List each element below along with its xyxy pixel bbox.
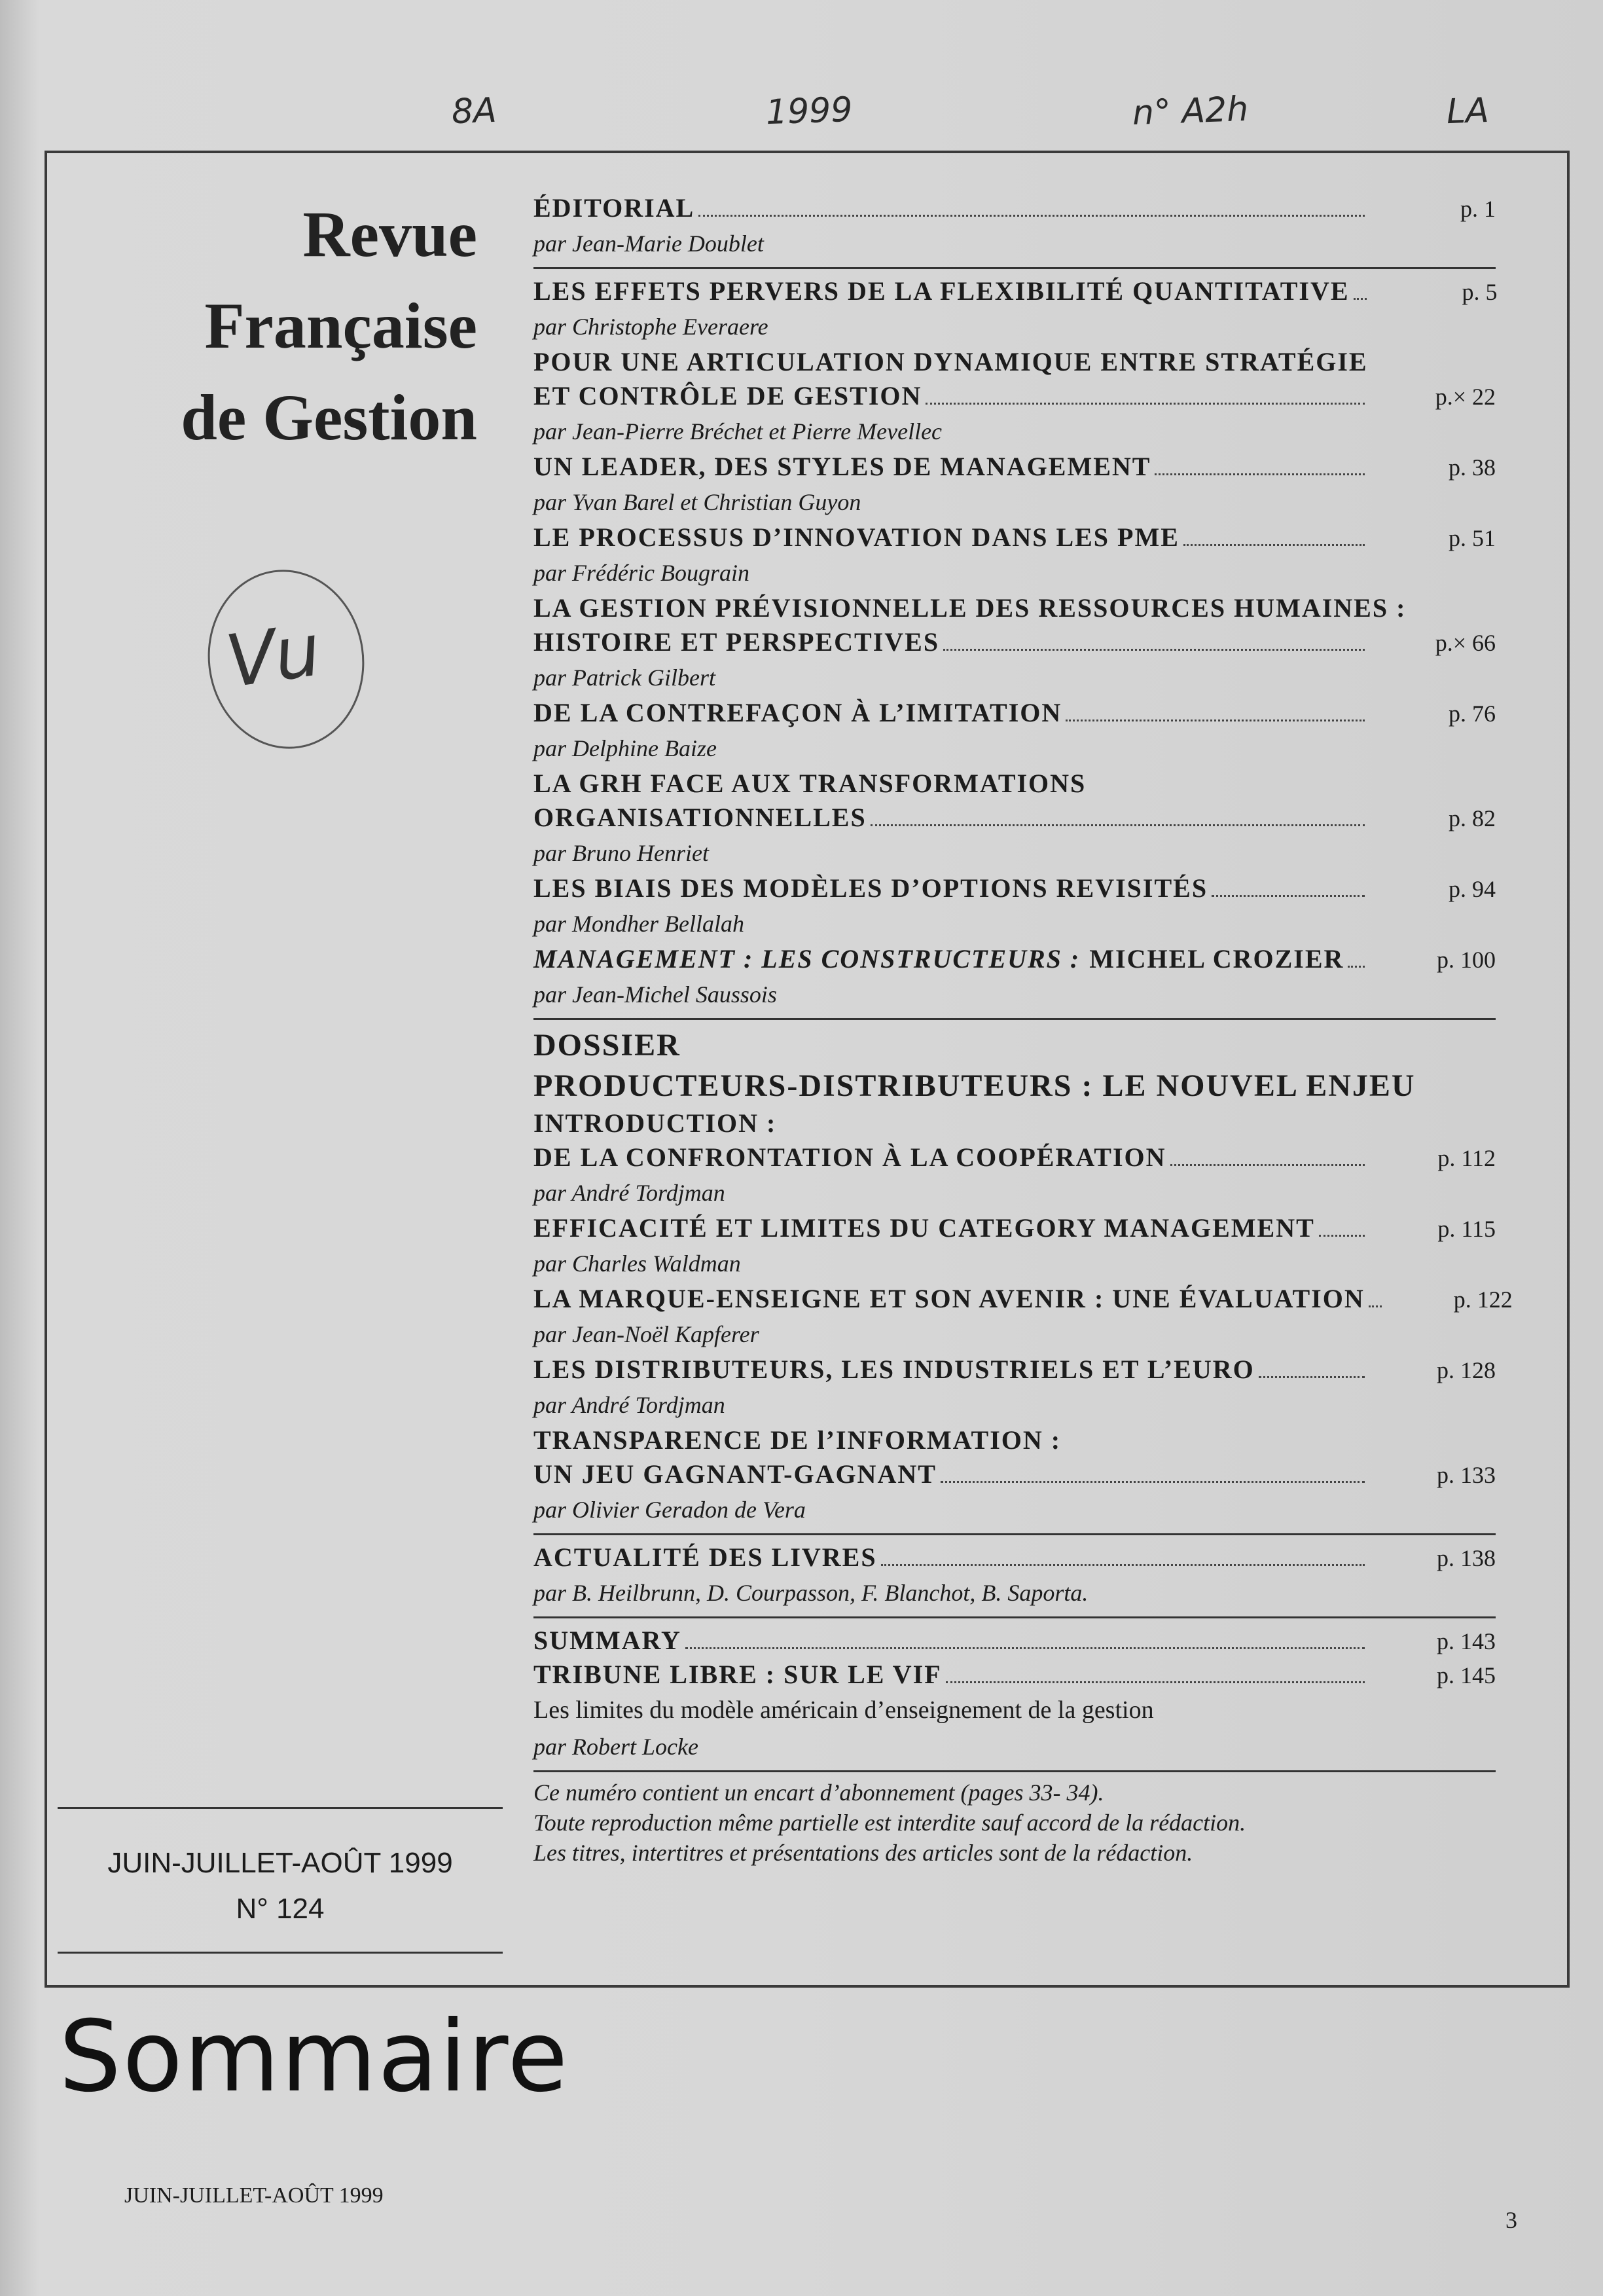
section-rule: [533, 267, 1496, 269]
toc-group: [533, 274, 1496, 1013]
dot-leader: [1155, 473, 1365, 475]
page-ref: p. 112: [1437, 1145, 1496, 1171]
entry-author: par Frédéric Bougrain: [533, 560, 749, 586]
toc-entry: [533, 1282, 1513, 1353]
issue-rule-top: [58, 1807, 503, 1809]
footer-date: JUIN-JUILLET-AOÛT 1999: [124, 2183, 384, 2208]
note-line: Toute reproduction même partielle est interdite sauf accord de la rédaction.: [533, 1810, 1246, 1836]
entry-title: HISTOIRE ET PERSPECTIVES: [533, 627, 940, 657]
entry-title: LA MARQUE-ENSEIGNE ET SON AVENIR : UNE ÉVALUATION: [533, 1284, 1365, 1313]
handwritten-note: LA: [1445, 90, 1490, 132]
entry-title-row: [533, 1658, 1496, 1692]
entry-author: par Yvan Barel et Christian Guyon: [533, 489, 861, 515]
entry-title: ACTUALITÉ DES LIVRES: [533, 1542, 877, 1572]
publication-notes: [533, 1777, 1496, 1868]
dot-leader: [946, 1681, 1365, 1683]
entry-title-row: [533, 625, 1496, 659]
section-rule: [533, 1616, 1496, 1618]
entry-title: DE LA CONTREFAÇON À L’IMITATION: [533, 698, 1062, 727]
dot-leader: [1066, 720, 1365, 721]
dot-leader: [1259, 1376, 1365, 1378]
entry-title-row: [533, 1457, 1496, 1491]
page-ref: p. 143: [1437, 1628, 1496, 1654]
entry-author: par Christophe Everaere: [533, 314, 768, 340]
toc-entry: [533, 450, 1496, 520]
toc-entry: [533, 591, 1496, 696]
sommaire-heading: Sommaire: [59, 2000, 569, 2114]
entry-author: par Olivier Geradon de Vera: [533, 1497, 806, 1523]
section-rule: [533, 1018, 1496, 1020]
section-rule: [533, 1770, 1496, 1772]
page-ref: p. 138: [1437, 1545, 1496, 1571]
page-ref: p. 94: [1449, 876, 1496, 902]
entry-title-row: [533, 696, 1496, 730]
entry-author: par André Tordjman: [533, 1180, 725, 1206]
entry-title-row: [533, 801, 1496, 835]
handwritten-note: 8A: [450, 90, 497, 132]
dot-leader: [1183, 544, 1365, 546]
dot-leader: [685, 1647, 1365, 1649]
dot-leader: [1170, 1164, 1365, 1166]
page-ref: p. 5: [1462, 279, 1498, 305]
toc-entry: [533, 942, 1496, 1013]
note-line: Ce numéro contient un encart d’abonnement (pages 33- 34).: [533, 1779, 1104, 1806]
dot-leader: [881, 1564, 1365, 1566]
toc-entry: [533, 1540, 1496, 1611]
entry-title: LES EFFETS PERVERS DE LA FLEXIBILITÉ QUANTITATIVE: [533, 276, 1350, 306]
page-ref: p. 100: [1437, 947, 1496, 973]
page-number: 3: [1505, 2207, 1517, 2233]
entry-title-row: [533, 1540, 1496, 1575]
dot-leader: [1319, 1235, 1365, 1237]
circle-mark-text: Vu: [221, 608, 326, 704]
toc-entry: [533, 1658, 1496, 1765]
issue-date: JUIN-JUILLET-AOÛT 1999: [107, 1847, 453, 1879]
entry-title: TRIBUNE LIBRE : SUR LE VIF: [533, 1660, 942, 1689]
entry-title: DE LA CONFRONTATION À LA COOPÉRATION: [533, 1142, 1166, 1172]
note-line: Les titres, intertitres et présentations des articles sont de la rédaction.: [533, 1840, 1193, 1866]
entry-author: par B. Heilbrunn, D. Courpasson, F. Blanchot, B. Saporta.: [533, 1580, 1089, 1606]
page-ref: p.× 66: [1435, 630, 1496, 656]
entry-title-row: [533, 1353, 1496, 1387]
table-of-contents: [533, 191, 1513, 1868]
dossier-label: DOSSIER: [533, 1028, 681, 1063]
toc-entry: [533, 871, 1496, 942]
page-ref: p. 38: [1449, 454, 1496, 481]
entry-title-line: LA GRH FACE AUX TRANSFORMATIONS: [533, 769, 1087, 798]
masthead-line: Revue: [302, 198, 477, 270]
dot-leader: [1212, 895, 1365, 897]
entry-title: MICHEL CROZIER: [1089, 944, 1344, 974]
page-ref: p. 115: [1437, 1216, 1496, 1242]
page-ref: p. 76: [1449, 701, 1496, 727]
entry-title-row: [533, 450, 1496, 484]
section-rule: [533, 1533, 1496, 1535]
entry-title: EFFICACITÉ ET LIMITES DU CATEGORY MANAGEMENT: [533, 1213, 1315, 1243]
dot-leader: [943, 649, 1365, 651]
toc-group: [533, 1540, 1496, 1611]
entry-title-row: [533, 520, 1496, 555]
entry-author: par Robert Locke: [533, 1734, 698, 1760]
page-ref: p. 1: [1460, 196, 1496, 222]
entry-title-line: LA GESTION PRÉVISIONNELLE DES RESSOURCES HUMAINES :: [533, 593, 1407, 623]
entry-title: LES BIAIS DES MODÈLES D’OPTIONS REVISITÉS: [533, 873, 1208, 903]
toc-entry: [533, 274, 1496, 345]
entry-title: ÉDITORIAL: [533, 193, 695, 223]
toc-entry: [533, 767, 1496, 871]
dot-leader: [871, 824, 1365, 826]
entry-title-row: [533, 942, 1496, 976]
entry-title-row: [533, 379, 1496, 413]
entry-title-row: [533, 1140, 1496, 1175]
toc-entry: [533, 1423, 1496, 1528]
issue-number: N° 124: [236, 1893, 325, 1925]
toc-entry: [533, 345, 1496, 450]
page-ref: p. 128: [1437, 1357, 1496, 1383]
entry-title-row: [533, 1624, 1496, 1658]
entry-subtitle: Les limites du modèle américain d’enseignement de la gestion: [533, 1696, 1154, 1724]
toc-entry: [533, 1211, 1496, 1282]
entry-title-row: [533, 1282, 1513, 1316]
handwritten-note: n° A2h: [1132, 89, 1250, 134]
issue-rule-bottom: [58, 1952, 503, 1954]
issue-info: [58, 1807, 503, 1954]
page-ref: p.× 22: [1435, 384, 1496, 410]
journal-masthead: [181, 189, 477, 464]
entry-title-line: INTRODUCTION :: [533, 1108, 777, 1138]
page-ref: p. 145: [1437, 1662, 1496, 1688]
dot-leader: [941, 1481, 1365, 1483]
dot-leader: [926, 403, 1365, 405]
masthead-line: Française: [204, 289, 477, 362]
toc-entry: [533, 1106, 1496, 1211]
entry-author: par Charles Waldman: [533, 1250, 741, 1277]
entry-title: UN LEADER, DES STYLES DE MANAGEMENT: [533, 452, 1151, 481]
entry-title-row: [533, 274, 1496, 308]
entry-title-row: [533, 191, 1496, 225]
entry-author: par Delphine Baize: [533, 735, 717, 761]
entry-title: UN JEU GAGNANT-GAGNANT: [533, 1459, 937, 1489]
page-ref: p. 51: [1449, 525, 1496, 551]
entry-author: par Jean-Noël Kapferer: [533, 1321, 759, 1347]
page-ref: p. 82: [1449, 805, 1496, 831]
entry-author: par Jean-Michel Saussois: [533, 981, 777, 1008]
entry-author: par Jean-Marie Doublet: [533, 230, 764, 257]
handwritten-note: 1999: [765, 90, 854, 133]
entry-title: ORGANISATIONNELLES: [533, 803, 867, 832]
entry-title-row: [533, 871, 1496, 905]
dot-leader: [698, 215, 1365, 217]
toc-entry: [533, 520, 1496, 591]
entry-author: par Mondher Bellalah: [533, 911, 744, 937]
dot-leader: [1354, 298, 1367, 300]
toc-entry: [533, 191, 1496, 262]
entry-title: ET CONTRÔLE DE GESTION: [533, 381, 922, 410]
dossier-header: [533, 1025, 1496, 1106]
entry-title: LES DISTRIBUTEURS, LES INDUSTRIELS ET L’EURO: [533, 1355, 1255, 1384]
entry-title-line: POUR UNE ARTICULATION DYNAMIQUE ENTRE STRATÉGIE: [533, 347, 1368, 376]
page-ref: p. 122: [1453, 1286, 1513, 1313]
entry-title-line: TRANSPARENCE DE l’INFORMATION :: [533, 1425, 1062, 1455]
dot-leader: [1348, 966, 1365, 968]
dot-leader: [1369, 1305, 1382, 1307]
toc-entry: [533, 1624, 1496, 1658]
entry-author: par André Tordjman: [533, 1392, 725, 1418]
toc-group: [533, 1624, 1496, 1765]
toc-group: [533, 1106, 1513, 1528]
toc-entry: [533, 696, 1496, 767]
entry-author: par Patrick Gilbert: [533, 665, 715, 691]
entry-author: par Jean-Pierre Bréchet et Pierre Mevellec: [533, 418, 943, 445]
page-ref: p. 133: [1437, 1462, 1496, 1488]
entry-title-row: [533, 1211, 1496, 1245]
entry-title: LE PROCESSUS D’INNOVATION DANS LES PME: [533, 522, 1180, 552]
entry-title: SUMMARY: [533, 1626, 681, 1655]
dossier-subtitle: PRODUCTEURS-DISTRIBUTEURS : LE NOUVEL ENJEU: [533, 1068, 1416, 1103]
masthead-line: de Gestion: [181, 381, 477, 454]
toc-group: [533, 191, 1496, 262]
entry-title-italic: MANAGEMENT : LES CONSTRUCTEURS :: [533, 944, 1081, 974]
toc-entry: [533, 1353, 1496, 1423]
entry-author: par Bruno Henriet: [533, 840, 709, 866]
